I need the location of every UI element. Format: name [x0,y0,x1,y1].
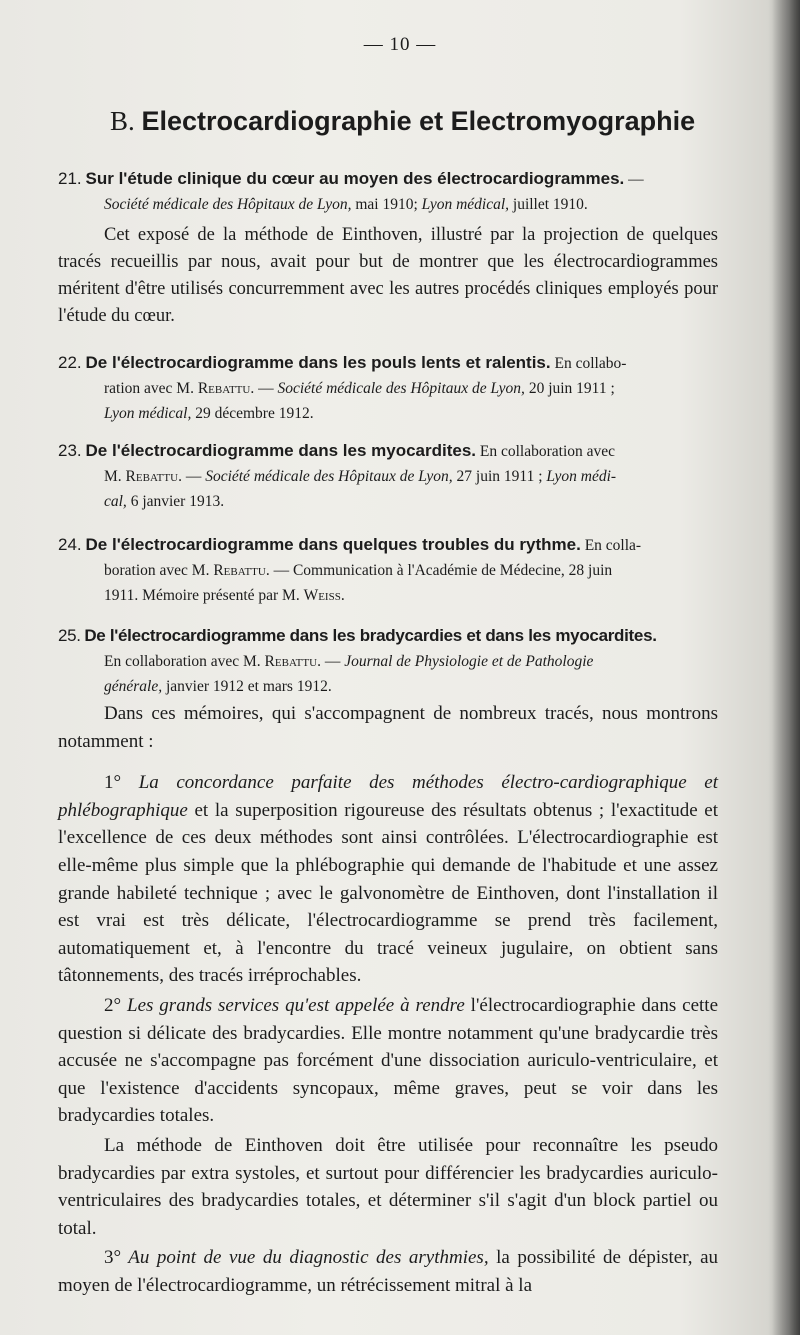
entry-24: 24. De l'électrocardiogramme dans quelques troubles du rythme. En colla- boration avec M. Rebattu. — Communication à l'Académie de Médecine, 28 juin 1911. Mémoire présenté par M. Weiss. [58,535,642,604]
entry-title: De l'électrocardiogramme dans quelques troubles du rythme. [85,535,581,554]
collaborator: Rebattu [125,468,179,485]
presenter: Weiss [303,587,341,604]
paragraph-1: 1° La concordance parfaite des méthodes électro-cardiographique et phlébographique et la superposition rigoureuse des résultats obtenus ; l'exactitude et l'excellence de ces deux méthodes sont ainsi contrôlées. L'électrocardiographie est elle-même plus simple que la phlébographie qui demande de l'habitude et une assez grande habileté technique ; avec le galvonomètre de Einthoven, dont l'installation il est vrai est très délicate, l'électrocardiogramme se prend très facilement, automatiquement et, à l'encontre du tracé veineux jugulaire, on obtient sans tâtonnements, des tracés irréprochables. [58,772,718,987]
entry-25: 25. De l'électrocardiogramme dans les bradycardies et dans les myocardites. En collaboration avec M. Rebattu. — Journal de Physiologie et de Pathologie générale, janvier 1912 et mars 1912. [58,626,657,695]
section-heading [110,106,695,137]
abstract-21: Cet exposé de la méthode de Einthoven, illustré par la projection de quelques tracés recueillis par nous, avait pour but de montrer que les électrocardiogrammes méritent d'être utilisés concurremment avec les autres procédés cliniques employés pour l'étude du cœur. [58,225,718,326]
body-text [58,700,718,1299]
section-title: Electrocardiographie et Electromyographie [141,106,696,136]
paragraph-3: La méthode de Einthoven doit être utilisée pour reconnaître les pseudo bradycardies par extra systoles, et surtout pour différencier les bradycardies auriculo-ventriculaires des bradycardies totales, et déterminer s'il s'agit d'un block partiel ou total. [58,1134,718,1239]
entry-21: 21. Sur l'étude clinique du cœur au moyen des électrocardiogrammes. — Société médicale des Hôpitaux de Lyon, mai 1910; Lyon médical, juillet 1910. [58,169,644,213]
page-number: — 10 — [363,34,437,55]
collaborator: Rebattu [213,562,266,579]
entry-title: De l'électrocardiogramme dans les myocardites. [85,441,477,460]
entry-23: 23. De l'électrocardiogramme dans les myocardites. En collaboration avec M. Rebattu. — Société médicale des Hôpitaux de Lyon, 27 juin 1911 ; Lyon médi- cal, 6 janvier 1913. [58,441,617,510]
entry-title: De l'électrocardiogramme dans les pouls lents et ralentis. [85,353,551,372]
paragraph-2: 2° Les grands services qu'est appelée à rendre l'électrocardiographie dans cette question si délicate des bradycardies. Elle montre notamment qu'une bradycardie très accusée ne s'accompagne pas forcément d'une dissociation auriculo-ventriculaire, et que l'existence d'accidents syncopaux, même graves, peut se voir dans les bradycardies totales. [58,994,718,1127]
collaborator: Rebattu [197,380,251,397]
section-letter: B. [110,106,135,136]
page-edge-shadow [772,0,800,1335]
collaborator: Rebattu [264,653,318,670]
intro-paragraph: Dans ces mémoires, qui s'accompagnent de nombreux tracés, nous montrons notamment : [58,703,718,752]
entry-title: De l'électrocardiogramme dans les bradycardies et dans les myocardites. [84,626,657,645]
entry-number: 21. [58,169,82,188]
entry-22: 22. De l'électrocardiogramme dans les pouls lents et ralentis. En collabo- ration avec M. Rebattu. — Société médicale des Hôpitaux de Lyon, 20 juin 1911 ; Lyon médical, 29 décembre 1912. [58,353,627,422]
paragraph-4: 3° Au point de vue du diagnostic des arythmies, la possibilité de dépister, au moyen de l'électrocardiogramme, un rétrécissement mitral à la [58,1247,719,1296]
entry-journal: Lyon médical, [421,196,510,213]
entry-society: Société médicale des Hôpitaux de Lyon, [104,196,352,213]
entry-title: Sur l'étude clinique du cœur au moyen des électrocardiogrammes. [85,169,625,188]
